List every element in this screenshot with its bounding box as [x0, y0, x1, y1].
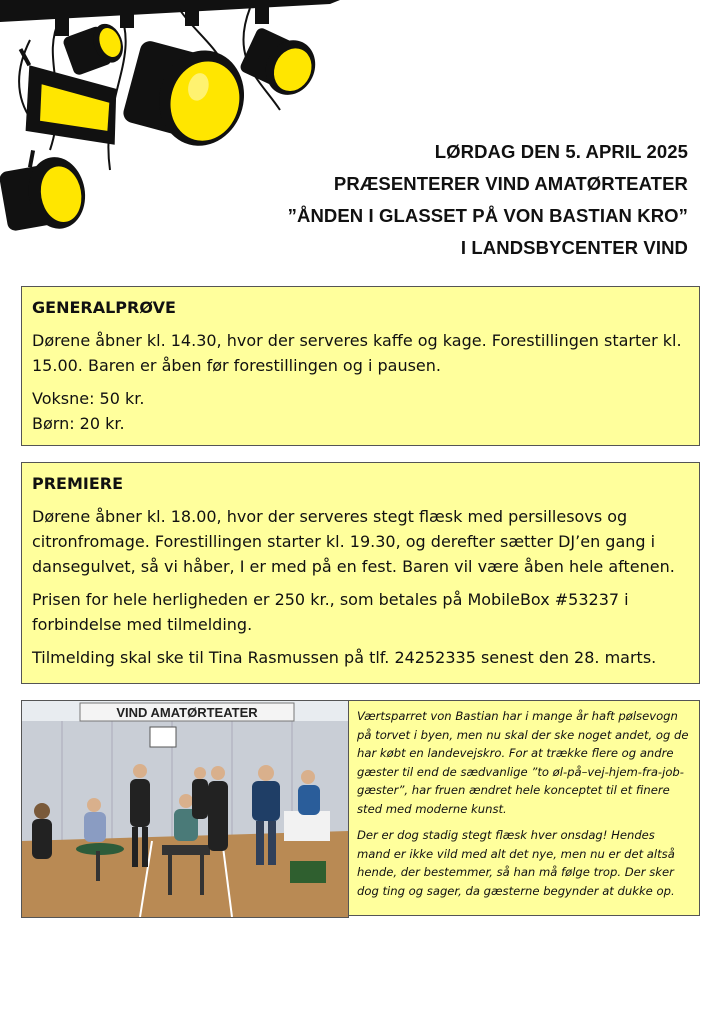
spotlight-icon	[62, 20, 128, 77]
event-heading	[228, 136, 688, 264]
play-title: ”ÅNDEN I GLASSET PÅ VON BASTIAN KRO”	[287, 205, 688, 226]
premiere-title: PREMIERE	[32, 474, 124, 493]
story-caption	[348, 700, 700, 916]
premiere-text-2: Prisen for hele herligheden er 250 kr., som betales på MobileBox #53237 i forbindelse med tilmelding.	[32, 590, 629, 634]
generalprove-title: GENERALPRØVE	[32, 298, 176, 317]
price-adult: Voksne: 50 kr.	[32, 389, 145, 408]
event-date: LØRDAG DEN 5. APRIL 2025	[434, 141, 688, 162]
generalprove-text: Dørene åbner kl. 14.30, hvor der serveres kaffe og kage. Forestillingen starter kl. 15.00. Baren er åben før forestillingen og i pausen.	[32, 331, 682, 375]
rehearsal-photo	[21, 700, 349, 918]
caption-paragraph-1: Værtsparret von Bastian har i mange år haft pølsevogn på torvet i byen, men nu skal der ske noget andet, og de har købt en landevejskro. For at trække flere og andre gæster til end de sædvanlige ”to øl-på–vej-hjem-fra-job-gæster”, har fruen ændret hele konceptet til et finere sted med moderne kunst.	[357, 709, 689, 816]
banner-text: VIND AMATØRTEATER	[116, 705, 258, 720]
premiere-text-1: Dørene åbner kl. 18.00, hvor der serveres stegt flæsk med persillesovs og citronfromage. Forestillingen starter kl. 19.30, og derefter sætter DJ’en gang i dansegulvet, så vi håber, I er med på en fest. Baren vil være åben hele aftenen.	[32, 507, 675, 576]
caption-paragraph-2: Der er dog stadig stegt flæsk hver onsdag! Hendes mand er ikke vild med alt det nye, men nu er det altså hende, der bestemmer, så han må følge trop. Der sker dog ting og sager, da gæsterne begynder at dukke op.	[357, 828, 675, 898]
premiere-text-3: Tilmelding skal ske til Tina Rasmussen på tlf. 24252335 senest den 28. marts.	[32, 648, 657, 667]
venue-line: I LANDSBYCENTER VIND	[460, 237, 688, 258]
presenter-line: PRÆSENTERER VIND AMATØRTEATER	[333, 173, 688, 194]
spotlight-icon	[4, 49, 130, 150]
spotlight-icon	[237, 23, 324, 103]
premiere-box	[21, 462, 700, 684]
rehearsal-photo-illustration	[22, 701, 348, 917]
price-child: Børn: 20 kr.	[32, 414, 125, 433]
spotlight-icon	[0, 143, 91, 238]
generalprove-box	[21, 286, 700, 446]
